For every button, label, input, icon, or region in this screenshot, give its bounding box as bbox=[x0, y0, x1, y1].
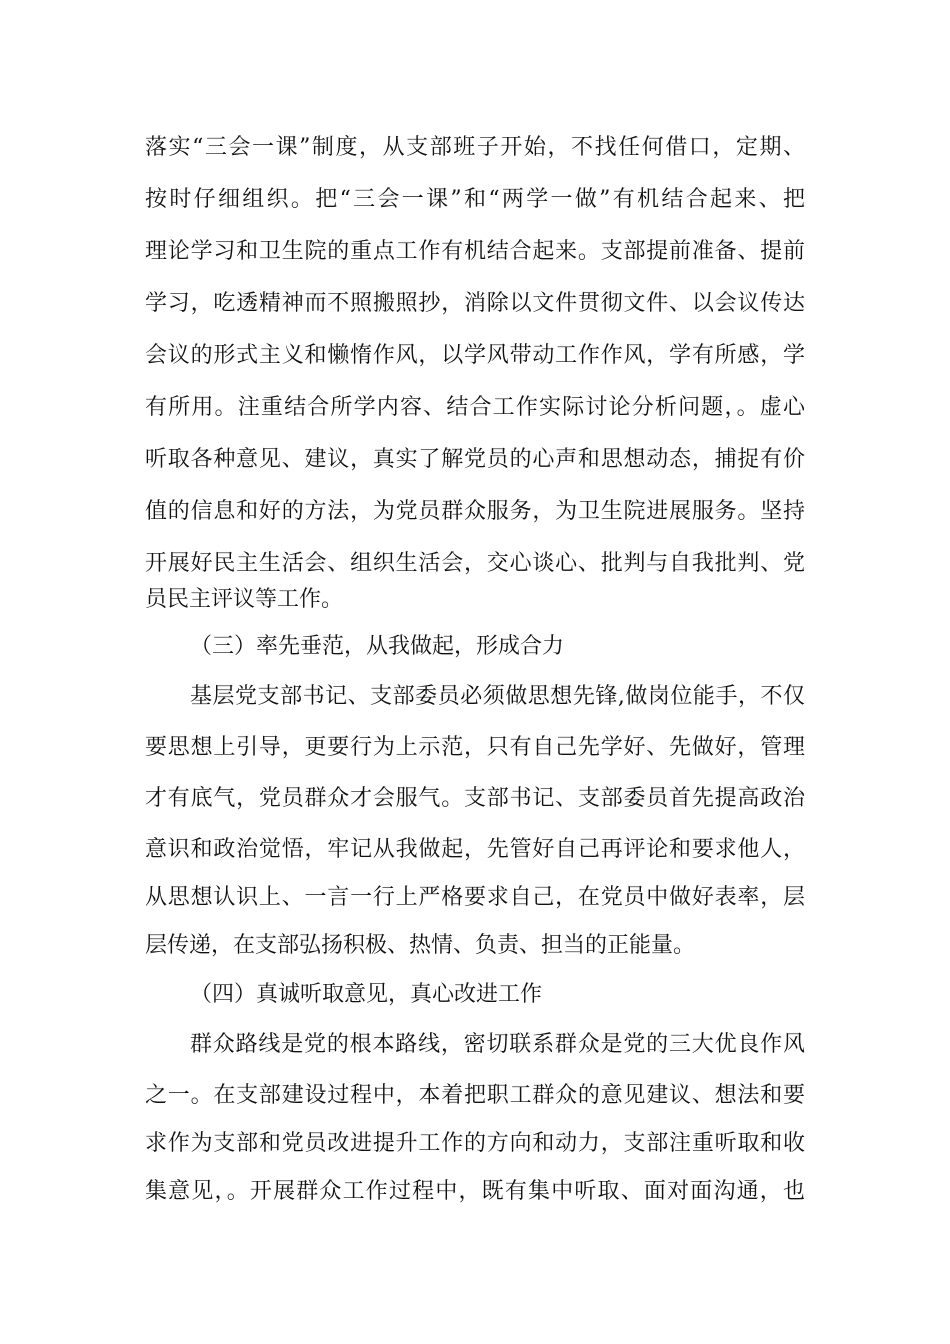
body-text-line: 才有底气，党员群众才会服气。支部书记、支部委员首先提高政治 bbox=[145, 786, 805, 811]
section-heading: （三）率先垂范，从我做起，形成合力 bbox=[190, 634, 565, 659]
body-text-line: 会议的形式主义和懒惰作风，以学风带动工作作风，学有所感，学 bbox=[145, 343, 805, 368]
body-text-line: 层传递，在支部弘扬积极、热情、负责、担当的正能量。 bbox=[145, 933, 696, 958]
body-text-line: 基层党支部书记、支部委员必须做思想先锋,做岗位能手，不仅 bbox=[190, 684, 805, 709]
body-text-line: 开展好民主生活会、组织生活会，交心谈心、批判与自我批判、党 bbox=[145, 551, 805, 576]
body-text-line: 要思想上引导，更要行为上示范，只有自己先学好、先做好，管理 bbox=[145, 735, 805, 760]
body-text-line: 员民主评议等工作。 bbox=[145, 587, 344, 612]
body-text-line: 群众路线是党的根本路线，密切联系群众是党的三大优良作风 bbox=[190, 1032, 805, 1057]
body-text-line: 集意见，。开展群众工作过程中，既有集中听取、面对面沟通，也 bbox=[145, 1179, 805, 1204]
body-text-line: 求作为支部和党员改进提升工作的方向和动力，支部注重听取和收 bbox=[145, 1131, 805, 1156]
body-text-line: 按时仔细组织。把“三会一课”和“两学一做”有机结合起来、把 bbox=[145, 187, 805, 212]
section-heading: （四）真诚听取意见，真心改进工作 bbox=[190, 982, 543, 1007]
body-text-line: 听取各种意见、建议，真实了解党员的心声和思想动态，捕捉有价 bbox=[145, 447, 805, 472]
body-text-line: 有所用。注重结合所学内容、结合工作实际讨论分析问题，。虚心 bbox=[145, 395, 805, 420]
body-text-line: 之一。在支部建设过程中，本着把职工群众的意见建议、想法和要 bbox=[145, 1083, 805, 1108]
body-text-line: 理论学习和卫生院的重点工作有机结合起来。支部提前准备、提前 bbox=[145, 239, 805, 264]
body-text-line: 意识和政治觉悟，牢记从我做起，先管好自己再评论和要求他人， bbox=[145, 837, 805, 862]
body-text-line: 从思想认识上、一言一行上严格要求自己，在党员中做好表率，层 bbox=[145, 885, 805, 910]
body-text-line: 值的信息和好的方法，为党员群众服务，为卫生院进展服务。坚持 bbox=[145, 499, 805, 524]
body-text-line: 落实“三会一课”制度，从支部班子开始，不找任何借口，定期、 bbox=[145, 135, 805, 160]
body-text-line: 学习，吃透精神而不照搬照抄，消除以文件贯彻文件、以会议传达 bbox=[145, 291, 805, 316]
